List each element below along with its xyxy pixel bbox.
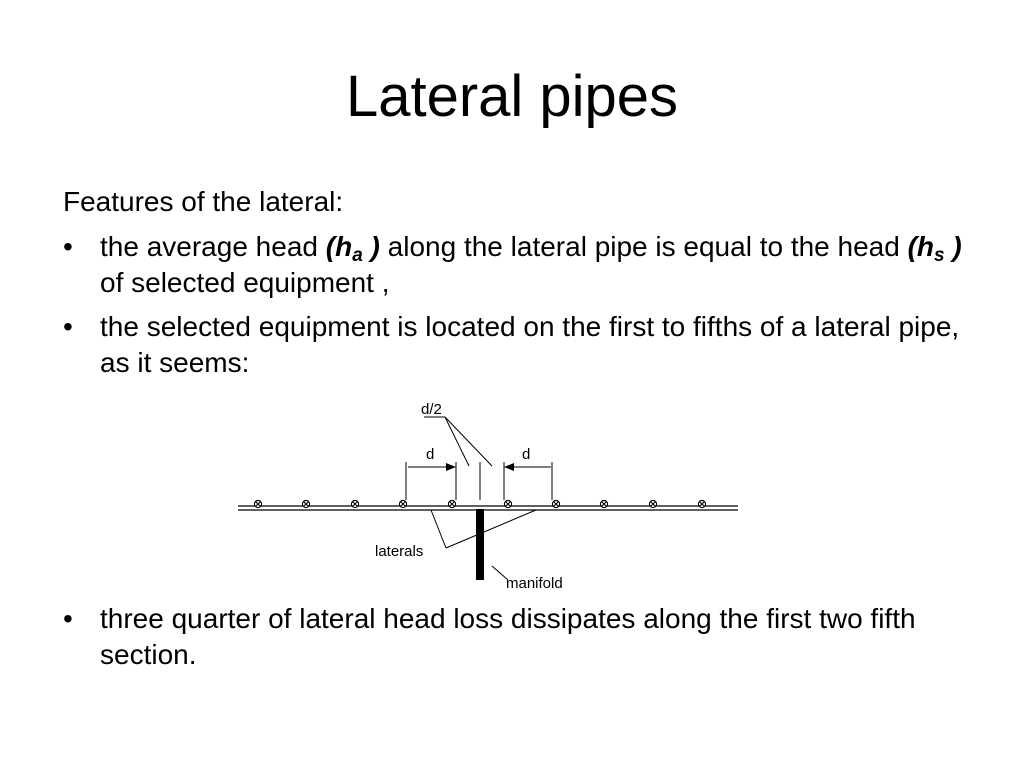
bullet-text-part: along the lateral pipe is equal to the head [379,231,908,262]
dimension-lines [406,462,552,500]
bullet-marker: • [63,311,73,342]
emitter-icon [698,500,705,507]
label-laterals: laterals [375,543,424,560]
emitter-icon [649,500,656,507]
bullet-marker: • [63,231,73,262]
label-manifold: manifold [506,575,563,592]
bullet-text-part: of selected equipment , [100,267,390,298]
bullet-text-part: the average head [100,231,326,262]
emitter-icon [254,500,261,507]
slide-title: Lateral pipes [345,64,679,129]
symbol-ha: ($h_a$ ) [325,231,380,266]
emitter-icon [399,500,406,507]
bullet-marker: • [63,603,73,634]
emitter-icon [448,500,455,507]
bullet-text: three quarter of lateral head loss dissipates along the first two fifth section. [100,603,916,670]
emitter-icon [504,500,511,507]
emitter-icon [552,500,559,507]
lateral-pipe [238,506,738,510]
manifold-pipe [476,509,484,580]
emitter-icon [600,500,607,507]
bullet-text: the selected equipment is located on the first to fifths of a lateral pipe, as it seems: [100,311,960,378]
symbol-hs: ($h_s$ ) [907,231,962,266]
label-spacing-right: d [522,446,531,463]
label-spacing-left: d [426,446,435,463]
intro-text: Features of the lateral: [63,186,344,217]
emitter-icon [351,500,358,507]
emitter-icon [302,500,309,507]
label-half-spacing: d/2 [421,401,442,418]
